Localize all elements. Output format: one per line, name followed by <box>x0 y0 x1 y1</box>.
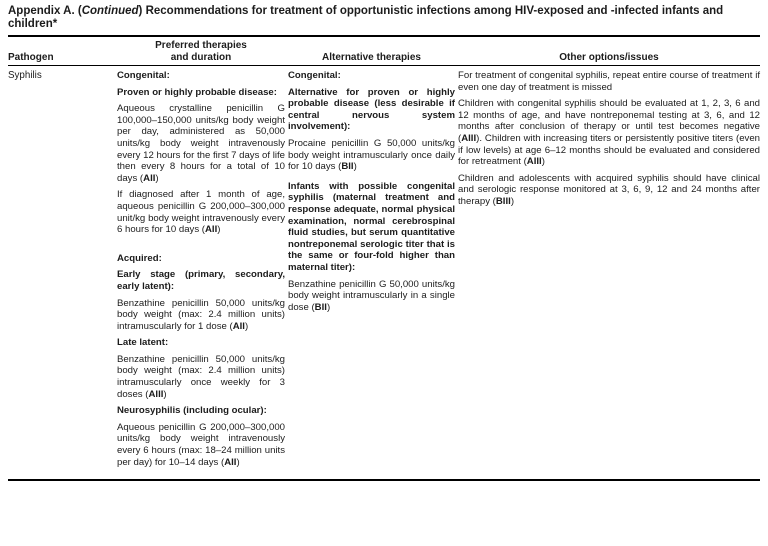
therapy-text: Children and adolescents with acquired syphilis should have clinical and serologic response monitored at 3, 6, 9, 12 and 24 months after therapy (BIII) <box>458 172 760 207</box>
therapy-text: Benzathine penicillin 50,000 units/kg body weight (max: 2.4 million units) intramuscularly for 1 dose (AII) <box>117 297 285 332</box>
therapy-text: Aqueous crystalline penicillin G 100,000–150,000 units/kg body weight per day, administered as 50,000 units/kg body weight intravenously every 12 hours for the first 7 days of life then every 8 hours for a total of 10 days (AII) <box>117 103 285 184</box>
therapy-text: For treatment of congenital syphilis, repeat entire course of treatment if even one day of treatment is missed <box>458 70 760 93</box>
therapy-subheading: Late latent: <box>117 337 169 349</box>
title-continued-italic: Continued <box>81 5 139 17</box>
therapy-text: Procaine penicillin G 50,000 units/kg body weight intramuscularly once daily for 10 days (BII) <box>288 137 455 173</box>
cell-preferred-therapies <box>117 70 285 473</box>
therapy-subheading: Acquired: <box>117 252 162 264</box>
column-header-pathogen: Pathogen <box>8 51 54 63</box>
therapy-text: Aqueous penicillin G 200,000–300,000 units/kg body weight intravenously every 6 hours (max: 18–24 million units per day) for 10–14 days (AII) <box>117 421 285 468</box>
therapy-subheading: Congenital: <box>288 70 341 81</box>
column-header-alternative-therapies: Alternative therapies <box>322 51 421 63</box>
table-header-row <box>8 37 760 66</box>
therapy-text: Children with congenital syphilis should be evaluated at 1, 2, 3, 6 and 12 months of age, and have nontreponemal testing at 3, 6, and 12 months after conclusion of therapy or until test becomes negative (AIII). Children with increasing titers or persistently positive titers (even if low levels) at age 6–12 months should be evaluated and considered for retreatment (AIII) <box>458 98 760 168</box>
therapy-subheading: Alternative for proven or highly probable disease (less desirable if central nervous system involvement): <box>288 86 455 133</box>
table-row-syphilis <box>8 66 760 481</box>
treatment-table <box>8 35 760 481</box>
title-prefix: Appendix A. ( <box>8 5 82 17</box>
column-header-preferred-therapies <box>117 40 285 63</box>
therapy-subheading: Proven or highly probable disease: <box>117 86 277 98</box>
pathogen-name: Syphilis <box>8 70 42 81</box>
title-suffix: ) Recommendations for treatment of opportunistic infections among HIV-exposed and -infected infants and children* <box>8 5 724 30</box>
therapy-text: Benzathine penicillin 50,000 units/kg body weight (max: 2.4 million units) intramuscularly once weekly for 3 doses (AIII) <box>117 353 285 400</box>
therapy-text: Benzathine penicillin G 50,000 units/kg body weight intramuscularly in a single dose (BII) <box>288 278 455 313</box>
therapy-subheading: Early stage (primary, secondary, early latent): <box>117 269 285 292</box>
page-title <box>8 5 760 31</box>
column-header-other-options: Other options/issues <box>559 51 659 63</box>
column-header-preferred-therapies-label: Preferred therapies and duration <box>155 40 247 63</box>
therapy-subheading: Congenital: <box>117 70 170 81</box>
cell-alternative-therapies <box>288 70 455 318</box>
cell-other-options <box>458 70 760 213</box>
therapy-text: If diagnosed after 1 month of age, aqueous penicillin G 200,000–300,000 unit/kg body weight intravenously every 6 hours for 10 days (AII) <box>117 189 285 236</box>
therapy-subheading: Neurosyphilis (including ocular): <box>117 405 267 417</box>
cell-pathogen <box>8 70 117 82</box>
therapy-subheading: Infants with possible congenital syphilis (maternal treatment and response adequate, normal physical examination, normal cerebrospinal fluid studies, but serum quantitative nontreponemal serologic titer that is the same or four-fold higher than maternal titer): <box>288 180 455 273</box>
